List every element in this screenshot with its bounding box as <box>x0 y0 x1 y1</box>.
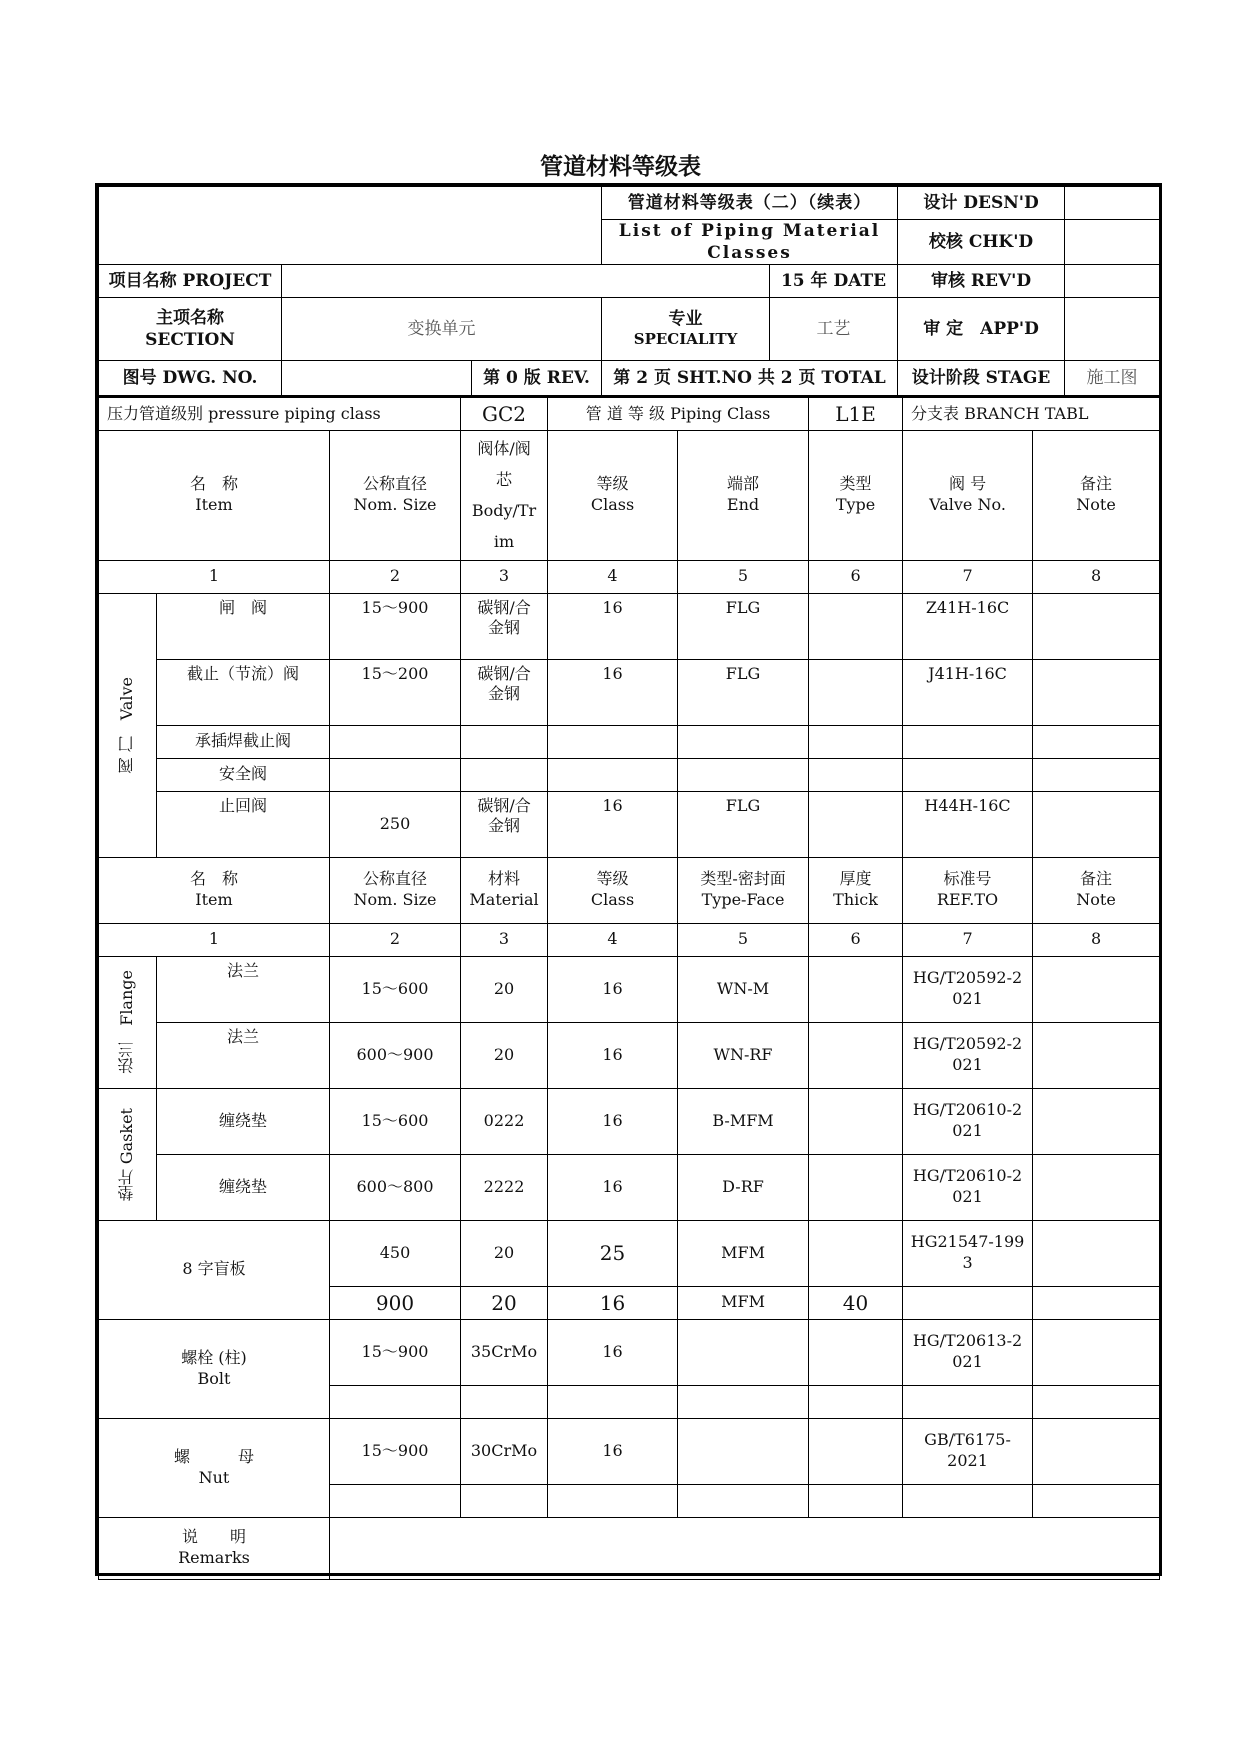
nominal-size: 15～900 <box>330 1418 461 1484</box>
reviewed-label: 审核 REV'D <box>898 265 1065 298</box>
type-face-value: WN-RF <box>678 1022 809 1088</box>
date-label: 15 年 DATE <box>770 265 898 298</box>
material-table <box>98 396 1160 1580</box>
valve-header-body: 阀体/阀 芯 Body/Tr im <box>461 430 548 560</box>
item-name: 缠绕垫 <box>157 1154 330 1220</box>
class-value: 25 <box>548 1220 678 1286</box>
thick-value <box>809 1220 903 1286</box>
material-header-item: 名 称 Item <box>99 857 330 923</box>
end-value: FLG <box>678 659 809 725</box>
nominal-size: 15～200 <box>330 659 461 725</box>
pressure-class-label: 压力管道级别 pressure piping class <box>99 397 461 430</box>
note-value <box>1033 791 1160 857</box>
table-row <box>99 1154 1160 1220</box>
item-name: 螺栓 (柱) Bolt <box>99 1319 330 1418</box>
end-value: FLG <box>678 791 809 857</box>
item-name: 止回阀 <box>157 791 330 857</box>
material-header-material: 材料 Material <box>461 857 548 923</box>
body-trim: 碳钢/合 金钢 <box>461 659 548 725</box>
type-value <box>809 659 903 725</box>
table-row <box>99 791 1160 857</box>
project-label: 项目名称 PROJECT <box>99 265 282 298</box>
end-value <box>678 725 809 758</box>
item-name: 截止（节流）阀 <box>157 659 330 725</box>
note-value <box>1033 1022 1160 1088</box>
material-header-face: 类型-密封面 Type-Face <box>678 857 809 923</box>
material-value: 35CrMo <box>461 1319 548 1385</box>
checked-value[interactable] <box>1065 220 1160 265</box>
flange-group-label: 法兰 Flange <box>99 956 157 1088</box>
nominal-size: 600～900 <box>330 1022 461 1088</box>
col-num: 4 <box>548 560 678 593</box>
thick-value <box>809 1088 903 1154</box>
end-value: FLG <box>678 593 809 659</box>
piping-class-value: L1E <box>809 397 903 430</box>
valve-header-size: 公称直径 Nom. Size <box>330 430 461 560</box>
ref-standard: HG21547-199 3 <box>903 1220 1033 1286</box>
col-num: 8 <box>1033 560 1160 593</box>
nominal-size: 450 <box>330 1220 461 1286</box>
table-row <box>99 593 1160 659</box>
material-header-class: 等级 Class <box>548 857 678 923</box>
column-number-row <box>99 923 1160 956</box>
material-value: 0222 <box>461 1088 548 1154</box>
type-face-value: B-MFM <box>678 1088 809 1154</box>
title-block <box>98 186 1160 396</box>
project-value[interactable] <box>282 265 770 298</box>
col-num: 2 <box>330 560 461 593</box>
nominal-size: 15～600 <box>330 956 461 1022</box>
type-face-value <box>678 1418 809 1484</box>
thick-value <box>809 1154 903 1220</box>
document-title: 管道材料等级表 <box>540 153 701 180</box>
col-num: 7 <box>903 923 1033 956</box>
type-face-value: MFM <box>678 1220 809 1286</box>
type-face-value: D-RF <box>678 1154 809 1220</box>
material-header-size: 公称直径 Nom. Size <box>330 857 461 923</box>
valve-number <box>903 725 1033 758</box>
class-value: 16 <box>548 593 678 659</box>
nominal-size: 250 <box>330 791 461 857</box>
nominal-size <box>330 758 461 791</box>
note-value <box>1033 758 1160 791</box>
thick-value <box>809 956 903 1022</box>
ref-standard: HG/T20610-2 021 <box>903 1154 1033 1220</box>
item-name: 闸 阀 <box>157 593 330 659</box>
note-value <box>1033 1418 1160 1484</box>
class-value: 16 <box>548 1286 678 1319</box>
table-row <box>99 725 1160 758</box>
stage-label: 设计阶段 STAGE <box>898 361 1065 396</box>
note-value <box>1033 659 1160 725</box>
blank-header-cell <box>99 187 602 265</box>
material-header-ref: 标准号 REF.TO <box>903 857 1033 923</box>
note-value <box>1033 1154 1160 1220</box>
valve-number <box>903 758 1033 791</box>
ref-standard: HG/T20592-2 021 <box>903 1022 1033 1088</box>
type-face-value: MFM <box>678 1286 809 1319</box>
table-row <box>99 758 1160 791</box>
note-value <box>1033 725 1160 758</box>
table-row <box>99 1088 1160 1154</box>
valve-number: Z41H-16C <box>903 593 1033 659</box>
material-header-thick: 厚度 Thick <box>809 857 903 923</box>
table-row <box>99 956 1160 1022</box>
note-value <box>1033 593 1160 659</box>
ref-standard: HG/T20613-2 021 <box>903 1319 1033 1385</box>
stage-value: 施工图 <box>1065 361 1160 396</box>
approved-value[interactable] <box>1065 298 1160 361</box>
revision-label: 第 0 版 REV. <box>472 361 602 396</box>
col-num: 3 <box>461 923 548 956</box>
class-value: 16 <box>548 1154 678 1220</box>
material-value: 20 <box>461 956 548 1022</box>
type-face-value: WN-M <box>678 956 809 1022</box>
table-row <box>99 1220 1160 1286</box>
type-value <box>809 593 903 659</box>
table-row <box>99 1418 1160 1484</box>
sheet-number-label: 第 2 页 SHT.NO 共 2 页 TOTAL <box>602 361 898 396</box>
col-num: 4 <box>548 923 678 956</box>
col-num: 5 <box>678 923 809 956</box>
material-value: 2222 <box>461 1154 548 1220</box>
type-face-value <box>678 1319 809 1385</box>
item-name: 8 字盲板 <box>99 1220 330 1319</box>
col-num: 1 <box>99 923 330 956</box>
remarks-content[interactable] <box>330 1517 1160 1579</box>
gasket-group-label: 垫片 Gasket <box>99 1088 157 1220</box>
class-value: 16 <box>548 659 678 725</box>
col-num: 6 <box>809 560 903 593</box>
column-number-row <box>99 560 1160 593</box>
speciality-label: 专业 SPECIALITY <box>602 298 770 361</box>
material-class-sheet <box>95 183 1162 1576</box>
remarks-label: 说 明 Remarks <box>99 1517 330 1579</box>
ref-standard <box>903 1286 1033 1319</box>
nominal-size <box>330 725 461 758</box>
table-row <box>99 1319 1160 1385</box>
designed-value[interactable] <box>1065 187 1160 220</box>
type-value <box>809 725 903 758</box>
nominal-size: 15～900 <box>330 593 461 659</box>
ref-standard: HG/T20592-2 021 <box>903 956 1033 1022</box>
class-value <box>548 758 678 791</box>
note-value <box>1033 1286 1160 1319</box>
table-row <box>99 659 1160 725</box>
valve-number: J41H-16C <box>903 659 1033 725</box>
col-num: 5 <box>678 560 809 593</box>
section-label: 主项名称 SECTION <box>99 298 282 361</box>
section-value: 变换单元 <box>282 298 602 361</box>
nominal-size: 15～600 <box>330 1088 461 1154</box>
sheet-title-en: List of Piping Material Classes <box>602 220 898 265</box>
speciality-value: 工艺 <box>770 298 898 361</box>
item-name: 安全阀 <box>157 758 330 791</box>
col-num: 8 <box>1033 923 1160 956</box>
ref-standard: GB/T6175- 2021 <box>903 1418 1033 1484</box>
ref-standard: HG/T20610-2 021 <box>903 1088 1033 1154</box>
col-num: 1 <box>99 560 330 593</box>
thick-value <box>809 1418 903 1484</box>
body-trim <box>461 725 548 758</box>
body-trim <box>461 758 548 791</box>
checked-label: 校核 CHK'D <box>898 220 1065 265</box>
class-value: 16 <box>548 1088 678 1154</box>
valve-number: H44H-16C <box>903 791 1033 857</box>
valve-header-note: 备注 Note <box>1033 430 1160 560</box>
material-value: 20 <box>461 1022 548 1088</box>
class-value: 16 <box>548 1418 678 1484</box>
reviewed-value[interactable] <box>1065 265 1160 298</box>
col-num: 7 <box>903 560 1033 593</box>
nominal-size: 600～800 <box>330 1154 461 1220</box>
valve-header-valve-no: 阀 号 Valve No. <box>903 430 1033 560</box>
note-value <box>1033 1319 1160 1385</box>
table-row <box>99 1022 1160 1088</box>
material-header-note: 备注 Note <box>1033 857 1160 923</box>
body-trim: 碳钢/合 金钢 <box>461 593 548 659</box>
approved-label: 审 定 APP'D <box>898 298 1065 361</box>
item-name: 承插焊截止阀 <box>157 725 330 758</box>
thick-value: 40 <box>809 1286 903 1319</box>
nominal-size: 900 <box>330 1286 461 1319</box>
nominal-size: 15～900 <box>330 1319 461 1385</box>
valve-header-type: 类型 Type <box>809 430 903 560</box>
material-value: 20 <box>461 1286 548 1319</box>
material-value: 30CrMo <box>461 1418 548 1484</box>
class-value: 16 <box>548 791 678 857</box>
type-value <box>809 758 903 791</box>
item-name: 法兰 <box>157 956 330 1022</box>
material-value: 20 <box>461 1220 548 1286</box>
pressure-class-value: GC2 <box>461 397 548 430</box>
note-value <box>1033 1220 1160 1286</box>
designed-label: 设计 DESN'D <box>898 187 1065 220</box>
item-name: 缠绕垫 <box>157 1088 330 1154</box>
end-value <box>678 758 809 791</box>
note-value <box>1033 956 1160 1022</box>
note-value <box>1033 1088 1160 1154</box>
valve-header-class: 等级 Class <box>548 430 678 560</box>
branch-table-label: 分支表 BRANCH TABL <box>903 397 1160 430</box>
sheet-title-cn: 管道材料等级表（二）（续表） <box>602 187 898 220</box>
piping-class-label: 管 道 等 级 Piping Class <box>548 397 809 430</box>
valve-group-label: 阀 门 Valve <box>99 593 157 857</box>
class-value <box>548 725 678 758</box>
class-value: 16 <box>548 956 678 1022</box>
drawing-no-value[interactable] <box>282 361 472 396</box>
col-num: 3 <box>461 560 548 593</box>
item-name: 螺 母 Nut <box>99 1418 330 1517</box>
col-num: 6 <box>809 923 903 956</box>
col-num: 2 <box>330 923 461 956</box>
drawing-no-label: 图号 DWG. NO. <box>99 361 282 396</box>
item-name: 法兰 <box>157 1022 330 1088</box>
class-value: 16 <box>548 1022 678 1088</box>
body-trim: 碳钢/合 金钢 <box>461 791 548 857</box>
thick-value <box>809 1022 903 1088</box>
valve-header-item: 名 称 Item <box>99 430 330 560</box>
type-value <box>809 791 903 857</box>
thick-value <box>809 1319 903 1385</box>
valve-header-end: 端部 End <box>678 430 809 560</box>
class-value: 16 <box>548 1319 678 1385</box>
